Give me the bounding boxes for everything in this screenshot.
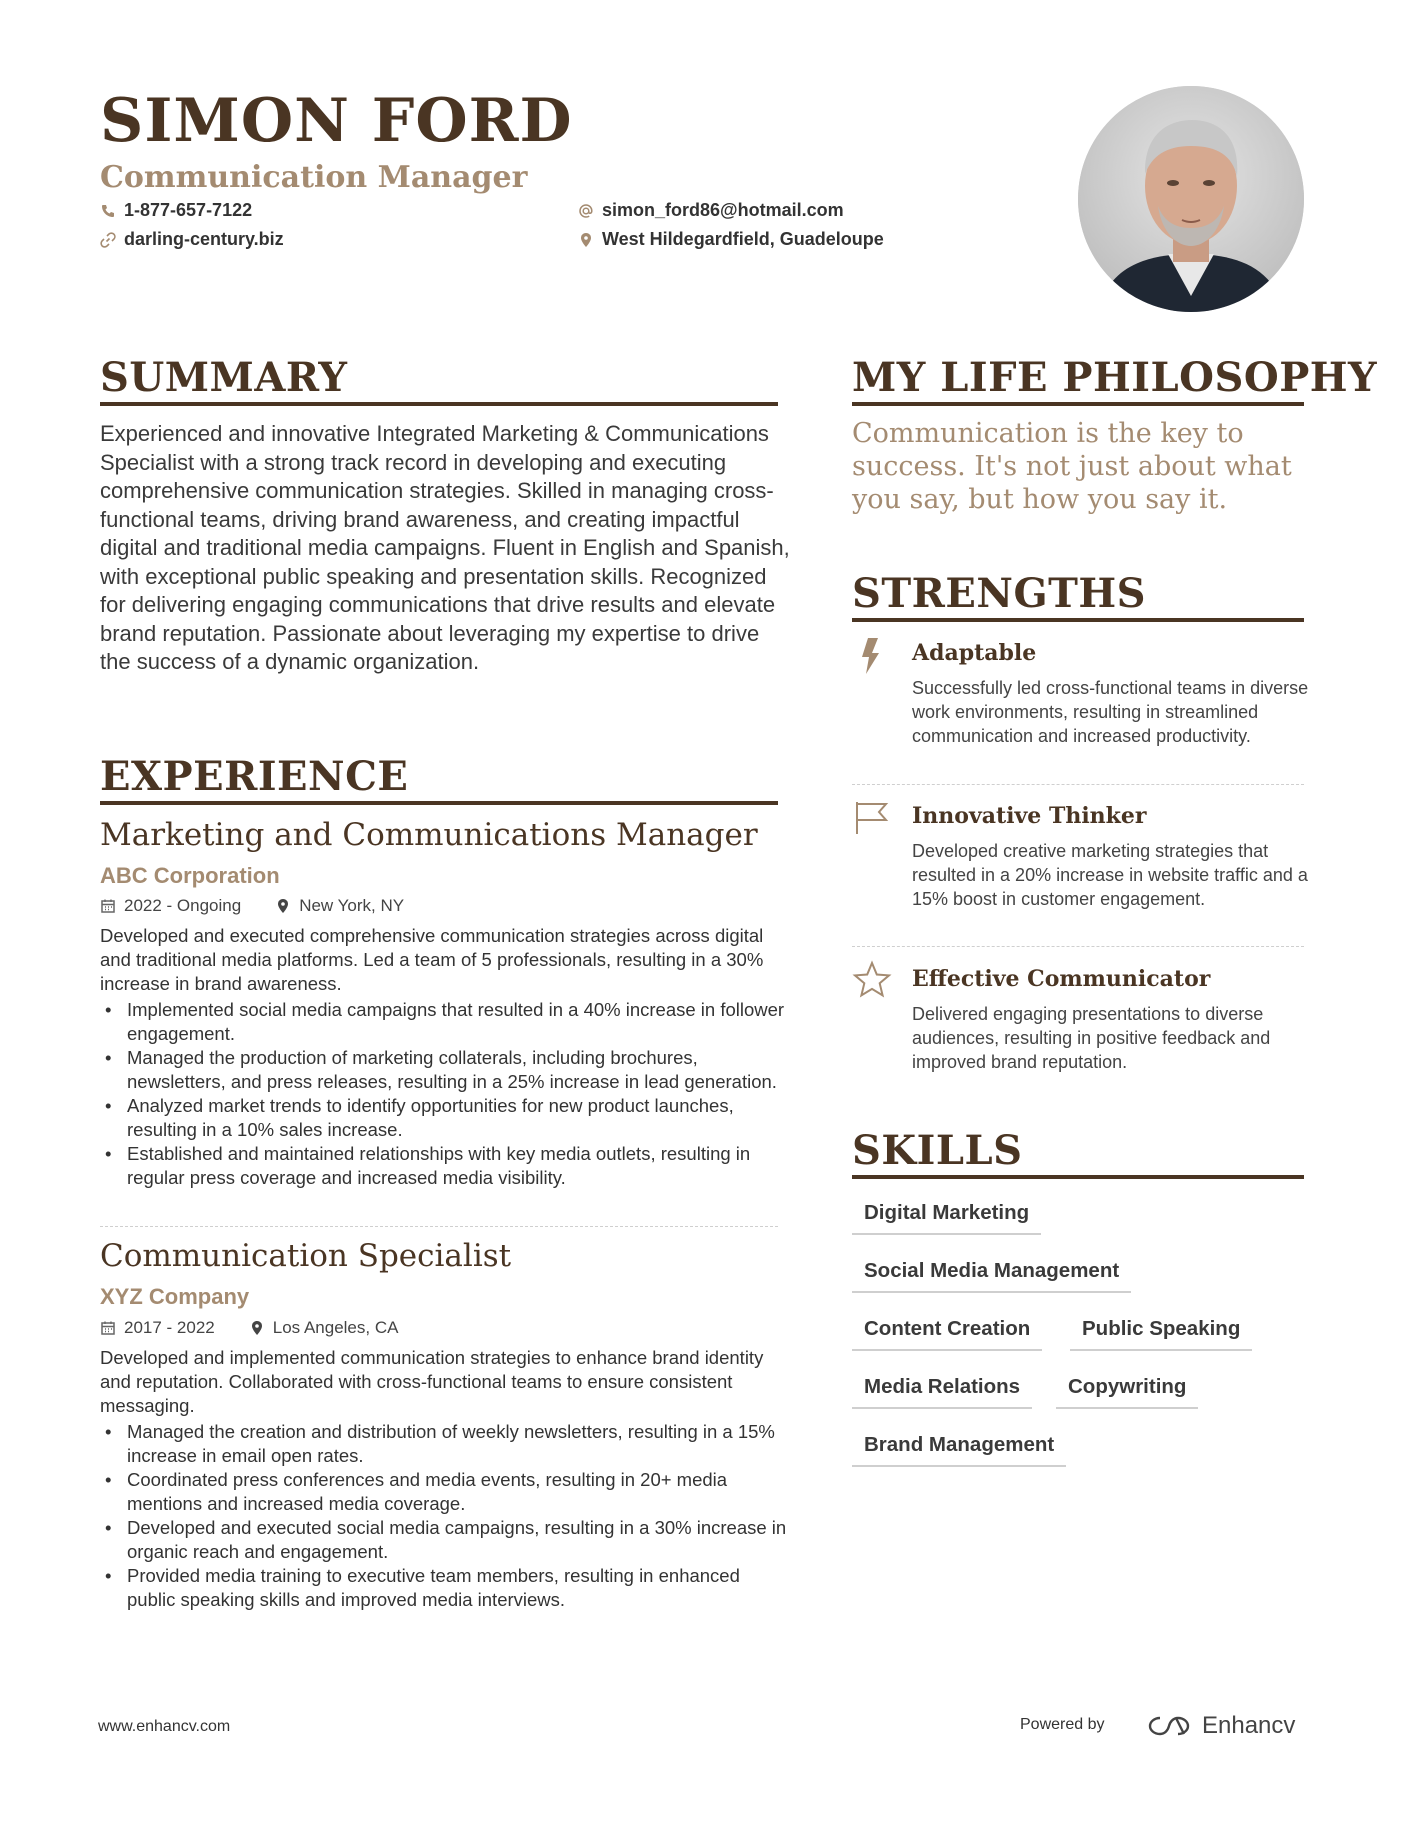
powered-by-label: Powered by	[1020, 1716, 1105, 1733]
profile-photo	[1078, 86, 1304, 312]
contact-phone	[100, 200, 252, 221]
phone-icon	[100, 203, 116, 219]
skill-tag: Media Relations	[852, 1375, 1032, 1409]
job-location: Los Angeles, CA	[272, 1318, 399, 1337]
skill-tag: Social Media Management	[852, 1259, 1131, 1293]
phone-text: 1-877-657-7122	[124, 200, 253, 220]
location-pin-icon	[275, 898, 291, 914]
philosophy-divider	[852, 402, 1304, 406]
lightning-icon	[852, 636, 892, 676]
strengths-heading: STRENGTHS	[852, 570, 1147, 617]
strengths-divider	[852, 618, 1304, 622]
contact-website[interactable]	[100, 229, 284, 250]
job-location: New York, NY	[299, 896, 405, 915]
location-pin-icon	[578, 232, 594, 248]
enhancv-logo-icon	[1146, 1714, 1192, 1738]
email-text[interactable]: simon_ford86@hotmail.com	[602, 200, 844, 220]
contact-email[interactable]	[578, 200, 844, 221]
job-meta	[100, 896, 404, 916]
at-icon	[578, 203, 594, 219]
job-dates: 2022 - Ongoing	[124, 896, 242, 915]
strength-separator	[852, 784, 1304, 785]
job-bullets	[100, 998, 790, 1190]
location-text: West Hildegardfield, Guadeloupe	[602, 229, 884, 249]
calendar-icon	[100, 1320, 116, 1336]
strength-title: Innovative Thinker	[912, 803, 1147, 829]
summary-text: Experienced and innovative Integrated Marketing & Communications Specialist with a strong track record in developing and executing comprehensive communication strategies. Skilled in managing cross-functional teams, driving brand awareness, and creating impactful digital and traditional media campaigns. Fluent in English and Spanish, with exceptional public speaking and presentation skills. Recognized for delivering engaging communications that drive results and elevate brand reputation. Passionate about leveraging my expertise to drive the success of a dynamic organization.	[100, 421, 790, 674]
list-item: • Analyzed market trends to identify opportunities for new product launches, resulting in a 10% sales increase.	[100, 1094, 790, 1142]
strength-title: Adaptable	[912, 640, 1037, 666]
skills-divider	[852, 1175, 1304, 1179]
calendar-icon	[100, 898, 116, 914]
job-title: Communication Specialist	[100, 1238, 512, 1274]
skill-tag: Copywriting	[1056, 1375, 1198, 1409]
job-dates: 2017 - 2022	[124, 1318, 215, 1337]
strength-title: Effective Communicator	[912, 966, 1211, 992]
list-item: • Coordinated press conferences and media events, resulting in 20+ media mentions and increased media coverage.	[100, 1468, 790, 1516]
list-item: • Implemented social media campaigns that resulted in a 40% increase in follower engagement.	[100, 998, 790, 1046]
resume-name: SIMON FORD	[100, 86, 573, 156]
experience-heading: EXPERIENCE	[100, 753, 409, 800]
job-meta	[100, 1318, 398, 1338]
philosophy-quote: Communication is the key to success. It's not just about what you say, but how you say it.	[852, 418, 1292, 515]
company-name: ABC Corporation	[100, 863, 280, 888]
flag-icon	[852, 798, 892, 838]
job-separator	[100, 1226, 778, 1227]
strength-description: Successfully led cross-functional teams in diverse work environments, resulting in streamlined communication and increased productivity.	[912, 678, 1309, 746]
list-item: • Established and maintained relationships with key media outlets, resulting in regular press coverage and increased media visibility.	[100, 1142, 790, 1190]
brand-name: Enhancv	[1202, 1712, 1296, 1739]
skills-heading: SKILLS	[852, 1127, 1023, 1174]
strength-description: Developed creative marketing strategies that resulted in a 20% increase in website traffic and a 15% boost in customer engagement.	[912, 841, 1308, 909]
skill-tag: Content Creation	[852, 1317, 1042, 1351]
philosophy-heading: MY LIFE PHILOSOPHY	[852, 354, 1378, 401]
summary-divider	[100, 402, 778, 406]
skill-tag: Public Speaking	[1070, 1317, 1252, 1351]
contact-location	[578, 229, 884, 250]
strength-separator	[852, 946, 1304, 947]
experience-divider	[100, 801, 778, 805]
summary-heading: SUMMARY	[100, 354, 348, 401]
job-description: Developed and executed comprehensive communication strategies across digital and traditional media platforms. Led a team of 5 professionals, resulting in a 30% increase in brand awareness.	[100, 925, 764, 994]
strength-description: Delivered engaging presentations to diverse audiences, resulting in positive feedback and improved brand reputation.	[912, 1004, 1271, 1072]
location-pin-icon	[249, 1320, 265, 1336]
footer-website[interactable]: www.enhancv.com	[98, 1718, 231, 1735]
resume-title: Communication Manager	[100, 160, 528, 195]
list-item: • Managed the production of marketing collaterals, including brochures, newsletters, and press releases, resulting in a 25% increase in lead generation.	[100, 1046, 790, 1094]
enhancv-logo[interactable]	[1146, 1712, 1295, 1740]
list-item: • Provided media training to executive team members, resulting in enhanced public speaking skills and improved media interviews.	[100, 1564, 790, 1612]
portrait-image	[1078, 86, 1304, 312]
company-name: XYZ Company	[100, 1284, 250, 1309]
website-text[interactable]: darling-century.biz	[124, 229, 284, 249]
link-icon	[100, 232, 116, 248]
job-title: Marketing and Communications Manager	[100, 817, 758, 853]
skill-tag: Digital Marketing	[852, 1201, 1041, 1235]
job-bullets	[100, 1420, 790, 1612]
job-description: Developed and implemented communication strategies to enhance brand identity and reputation. Collaborated with cross-functional teams to ensure consistent messaging.	[100, 1347, 764, 1416]
list-item: • Developed and executed social media campaigns, resulting in a 30% increase in organic reach and engagement.	[100, 1516, 790, 1564]
star-icon	[852, 960, 892, 1000]
skill-tag: Brand Management	[852, 1433, 1066, 1467]
list-item: • Managed the creation and distribution of weekly newsletters, resulting in a 15% increase in email open rates.	[100, 1420, 790, 1468]
